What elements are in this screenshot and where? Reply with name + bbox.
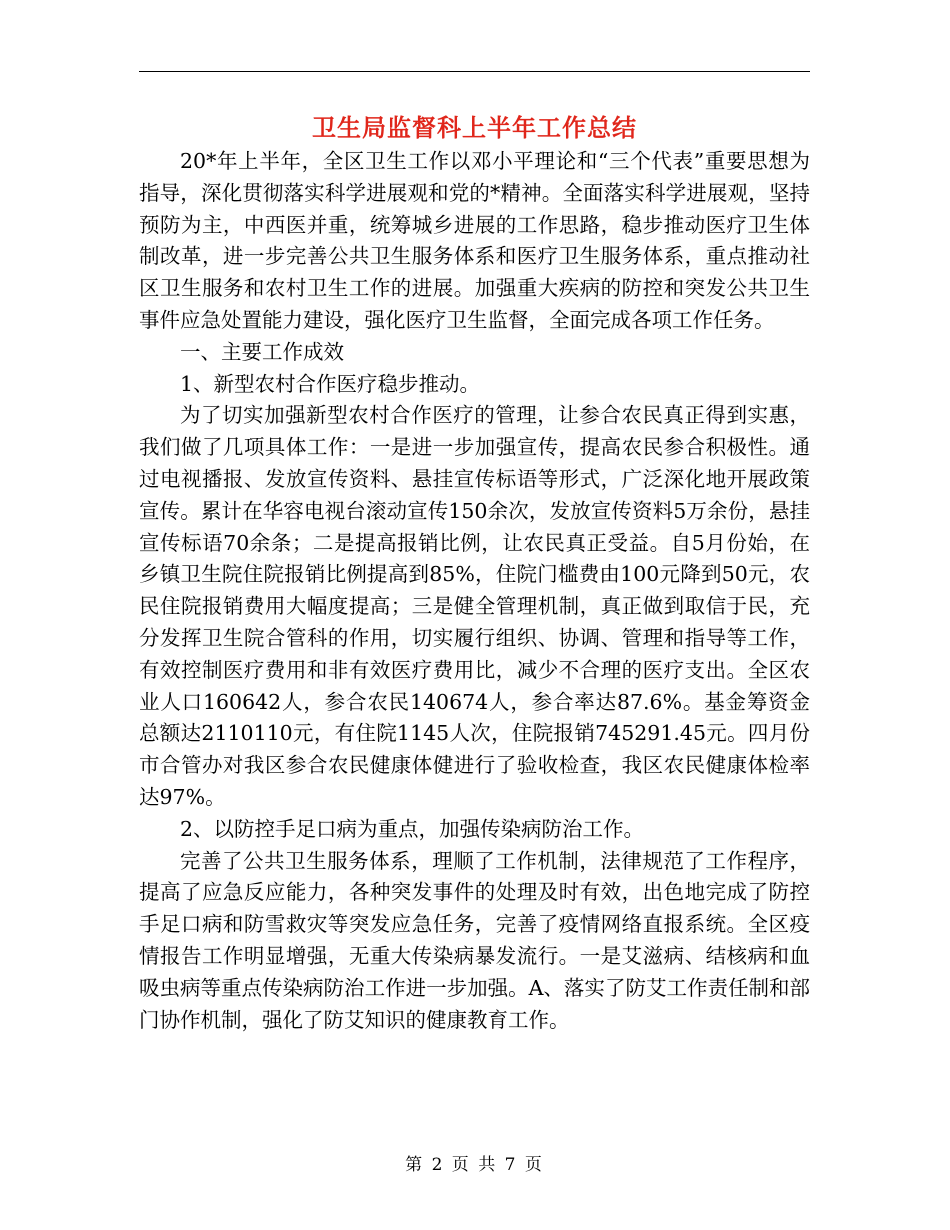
- paragraph-rural-cooperative-medical: 为了切实加强新型农村合作医疗的管理，让参合农民真正得到实惠，我们做了几项具体工作：一是进一步加强宣传，提高农民参合积极性。通过电视播报、发放宣传资料、悬挂宣传标语等形式，广泛深化地开展政策宣传。累计在华容电视台滚动宣传150余次，发放宣传资料5万余份，悬挂宣传标语70余条；二是提高报销比例，让农民真正受益。自5月份始，在乡镇卫生院住院报销比例提高到85%，住院门槛费由100元降到50元，农民住院报销费用大幅度提高；三是健全管理机制，真正做到取信于民，充分发挥卫生院合管科的作用，切实履行组织、协调、管理和指导等工作，有效控制医疗费用和非有效医疗费用比，减少不合理的医疗支出。全区农业人口160642人，参合农民140674人，参合率达87.6%。基金筹资金总额达2110110元，有住院1145人次，住院报销745291.45元。四月份市合管办对我区参合农民健康体健进行了验收检查，我区农民健康体检率达97%。: [139, 403, 810, 809]
- page-number-footer: 第 2 页 共 7 页: [405, 1155, 544, 1175]
- intro-paragraph: 20*年上半年，全区卫生工作以邓小平理论和“三个代表”重要思想为指导，深化贯彻落实科学进展观和党的*精神。全面落实科学进展观，坚持预防为主，中西医并重，统筹城乡进展的工作思路，稳步推动医疗卫生体制改革，进一步完善公共卫生服务体系和医疗卫生服务体系，重点推动社区卫生服务和农村卫生工作的进展。加强重大疾病的防控和突发公共卫生事件应急处置能力建设，强化医疗卫生监督，全面完成各项工作任务。: [139, 149, 810, 332]
- header-rule: [139, 71, 810, 72]
- document-body: [139, 146, 810, 1036]
- document-title: 卫生局监督科上半年工作总结: [312, 113, 637, 142]
- subsection-heading-disease-control: 2、以防控手足口病为重点，加强传染病防治工作。: [180, 816, 645, 841]
- subsection-heading-rural-cooperative-medical: 1、新型农村合作医疗稳步推动。: [180, 371, 481, 396]
- paragraph-disease-control: 完善了公共卫生服务体系，理顺了工作机制，法律规范了工作程序，提高了应急反应能力，各种突发事件的处理及时有效，出色地完成了防控手足口病和防雪救灾等突发应急任务，完善了疫情网络直报系统。全区疫情报告工作明显增强，无重大传染病暴发流行。一是艾滋病、结核病和血吸虫病等重点传染病防治工作进一步加强。A、落实了防艾工作责任制和部门协作机制，强化了防艾知识的健康教育工作。: [139, 848, 810, 1032]
- section-heading-main-results: 一、主要工作成效: [180, 339, 344, 364]
